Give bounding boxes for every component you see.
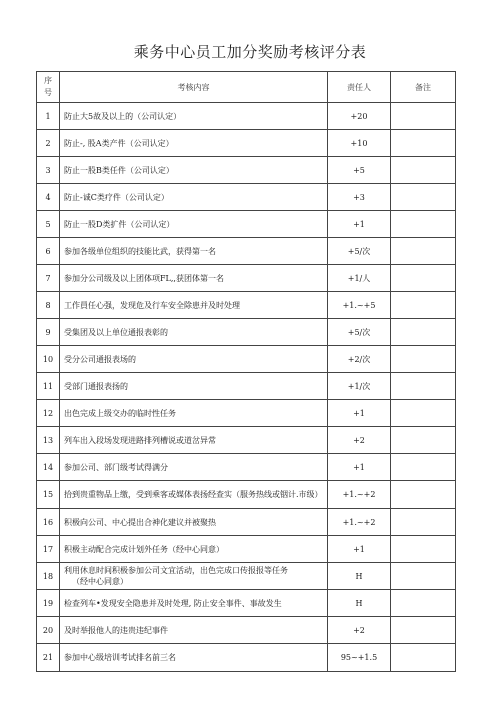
row-remark: [391, 400, 456, 427]
table-row: [37, 400, 456, 427]
row-number: 11: [37, 373, 60, 400]
row-content-text: 积极主动配合完成计划外任务（经中心同意）: [64, 544, 224, 554]
row-remark: [391, 427, 456, 454]
row-number: 4: [37, 184, 60, 211]
row-number: 6: [37, 238, 60, 265]
row-remark: [391, 238, 456, 265]
row-content: [60, 346, 328, 373]
row-remark: [391, 130, 456, 157]
row-content-text: 参加公司、部门级考试得满分: [64, 462, 168, 472]
row-number: 5: [37, 211, 60, 238]
row-number: 10: [37, 346, 60, 373]
row-remark: [391, 454, 456, 481]
row-responsible: +1.~+2: [328, 481, 391, 509]
row-responsible: +1.~+2: [328, 509, 391, 536]
row-responsible: +2: [328, 617, 391, 644]
row-number: 1: [37, 103, 60, 130]
row-remark: [391, 590, 456, 617]
row-content-text: 防止-, 股A类产件（公司认定）: [64, 138, 174, 148]
row-content: [60, 130, 328, 157]
row-responsible: 95~+1.5: [328, 644, 391, 672]
row-content-text: 检查列车•发现安全隐患并及时处理, 防止安全事件、事故发生: [64, 598, 282, 608]
row-content: [60, 400, 328, 427]
row-content-text: 及时举报他人的违贵违纪事件: [64, 625, 168, 635]
row-remark: [391, 319, 456, 346]
row-responsible: +3: [328, 184, 391, 211]
row-content: [60, 319, 328, 346]
row-content: [60, 184, 328, 211]
scoring-table: [36, 71, 456, 672]
row-responsible: +1/人: [328, 265, 391, 292]
row-responsible: +2/次: [328, 346, 391, 373]
row-responsible: +1.~+5: [328, 292, 391, 319]
row-number: 16: [37, 509, 60, 536]
row-remark: [391, 346, 456, 373]
row-remark: [391, 184, 456, 211]
table-row: [37, 536, 456, 563]
row-content-text-line2: （经中心同意）: [72, 577, 128, 586]
row-content: [60, 157, 328, 184]
row-remark: [391, 292, 456, 319]
document-title: 乘务中心员工加分奖励考核评分表: [133, 43, 367, 61]
row-content: [60, 265, 328, 292]
row-number: 13: [37, 427, 60, 454]
row-content: [60, 644, 328, 672]
header-row: [37, 72, 456, 103]
row-content-text: 参加分公司级及以上团体项FL,,获团体第一名: [64, 273, 224, 283]
row-remark: [391, 481, 456, 509]
row-content-text: 列车出入段场发现进路排列槽说或道岔异常: [64, 435, 216, 445]
table-row: [37, 211, 456, 238]
table-row: [37, 509, 456, 536]
row-responsible: +1: [328, 211, 391, 238]
row-remark: [391, 103, 456, 130]
row-content: [60, 454, 328, 481]
row-responsible: +5/次: [328, 238, 391, 265]
table-row: [37, 103, 456, 130]
table-row: [37, 373, 456, 400]
row-content-text: 参加各级单位组织的技能比武，获得第一名: [64, 246, 216, 256]
row-remark: [391, 563, 456, 590]
row-responsible: +5/次: [328, 319, 391, 346]
table-row: [37, 319, 456, 346]
row-content-text: 出色完成上级交办的临时性任务: [64, 408, 176, 418]
row-responsible: +1: [328, 400, 391, 427]
row-content: [60, 373, 328, 400]
row-number: 7: [37, 265, 60, 292]
row-responsible: +1: [328, 536, 391, 563]
row-remark: [391, 265, 456, 292]
row-responsible: +2: [328, 427, 391, 454]
header-seq: 序 号: [37, 72, 60, 103]
row-content: [60, 509, 328, 536]
row-content: [60, 211, 328, 238]
row-number: 18: [37, 563, 60, 590]
table-row: [37, 617, 456, 644]
row-content: [60, 103, 328, 130]
row-remark: [391, 157, 456, 184]
table-row: [37, 427, 456, 454]
table-row: [37, 238, 456, 265]
row-content-text: 利用休息时间积极参加公司文宜活动，出色完成口传报报等任务: [64, 566, 288, 575]
row-content-text: 防止一股B类任件（公司认定）: [64, 165, 174, 175]
row-content: [60, 590, 328, 617]
table-row: [37, 563, 456, 590]
row-number: 20: [37, 617, 60, 644]
row-number: 15: [37, 481, 60, 509]
row-remark: [391, 536, 456, 563]
row-number: 14: [37, 454, 60, 481]
table-row: [37, 346, 456, 373]
row-remark: [391, 509, 456, 536]
table-row: [37, 157, 456, 184]
row-content: [60, 481, 328, 509]
row-content: [60, 617, 328, 644]
row-content-text: 防止一股D类扩件（公司认定）: [64, 219, 175, 229]
row-content: [60, 536, 328, 563]
table-row: [37, 644, 456, 672]
row-responsible: +5: [328, 157, 391, 184]
row-content: [60, 563, 328, 590]
row-number: 8: [37, 292, 60, 319]
row-number: 21: [37, 644, 60, 672]
table-row: [37, 590, 456, 617]
row-content-text: 拾到贵重物品上缴，受到乘客或媒体表扬经查实（服务热线或铟计.市级）: [64, 490, 323, 499]
row-remark: [391, 644, 456, 672]
row-content: [60, 238, 328, 265]
row-responsible: +1/次: [328, 373, 391, 400]
table-row: [37, 130, 456, 157]
row-responsible: +1: [328, 454, 391, 481]
row-remark: [391, 373, 456, 400]
row-content-text: 受集团及以上单位通报表彰的: [64, 327, 168, 337]
row-number: 17: [37, 536, 60, 563]
row-responsible: H: [328, 590, 391, 617]
row-number: 3: [37, 157, 60, 184]
header-content: 考核内容: [60, 72, 328, 103]
row-content-text: 防止大5故及以上的（公司认定）: [64, 111, 182, 121]
row-number: 2: [37, 130, 60, 157]
row-number: 19: [37, 590, 60, 617]
table-row: [37, 454, 456, 481]
row-number: 12: [37, 400, 60, 427]
row-remark: [391, 617, 456, 644]
row-content-text: 工作員任心强，发现危及行车安全除患并及时处理: [64, 300, 240, 310]
header-responsible: 责任人: [328, 72, 391, 103]
row-remark: [391, 211, 456, 238]
header-remarks: 备注: [391, 72, 456, 103]
row-responsible: +10: [328, 130, 391, 157]
row-content-text: 防止-诚C类疗件（公司认定）: [64, 192, 169, 202]
table-row: [37, 292, 456, 319]
table-row: [37, 265, 456, 292]
row-number: 9: [37, 319, 60, 346]
row-responsible: H: [328, 563, 391, 590]
table-row: [37, 481, 456, 509]
row-content: [60, 427, 328, 454]
row-responsible: +20: [328, 103, 391, 130]
table-row: [37, 184, 456, 211]
row-content-text: 受分公司通报表场的: [64, 354, 136, 364]
row-content-text: 参加中心级培训考试排名前三名: [64, 653, 176, 662]
row-content: [60, 292, 328, 319]
row-content-text: 受部门通报表扬的: [64, 381, 128, 391]
row-content-text: 积极向公司、中心提出合神化建议并被聚热: [64, 517, 216, 527]
